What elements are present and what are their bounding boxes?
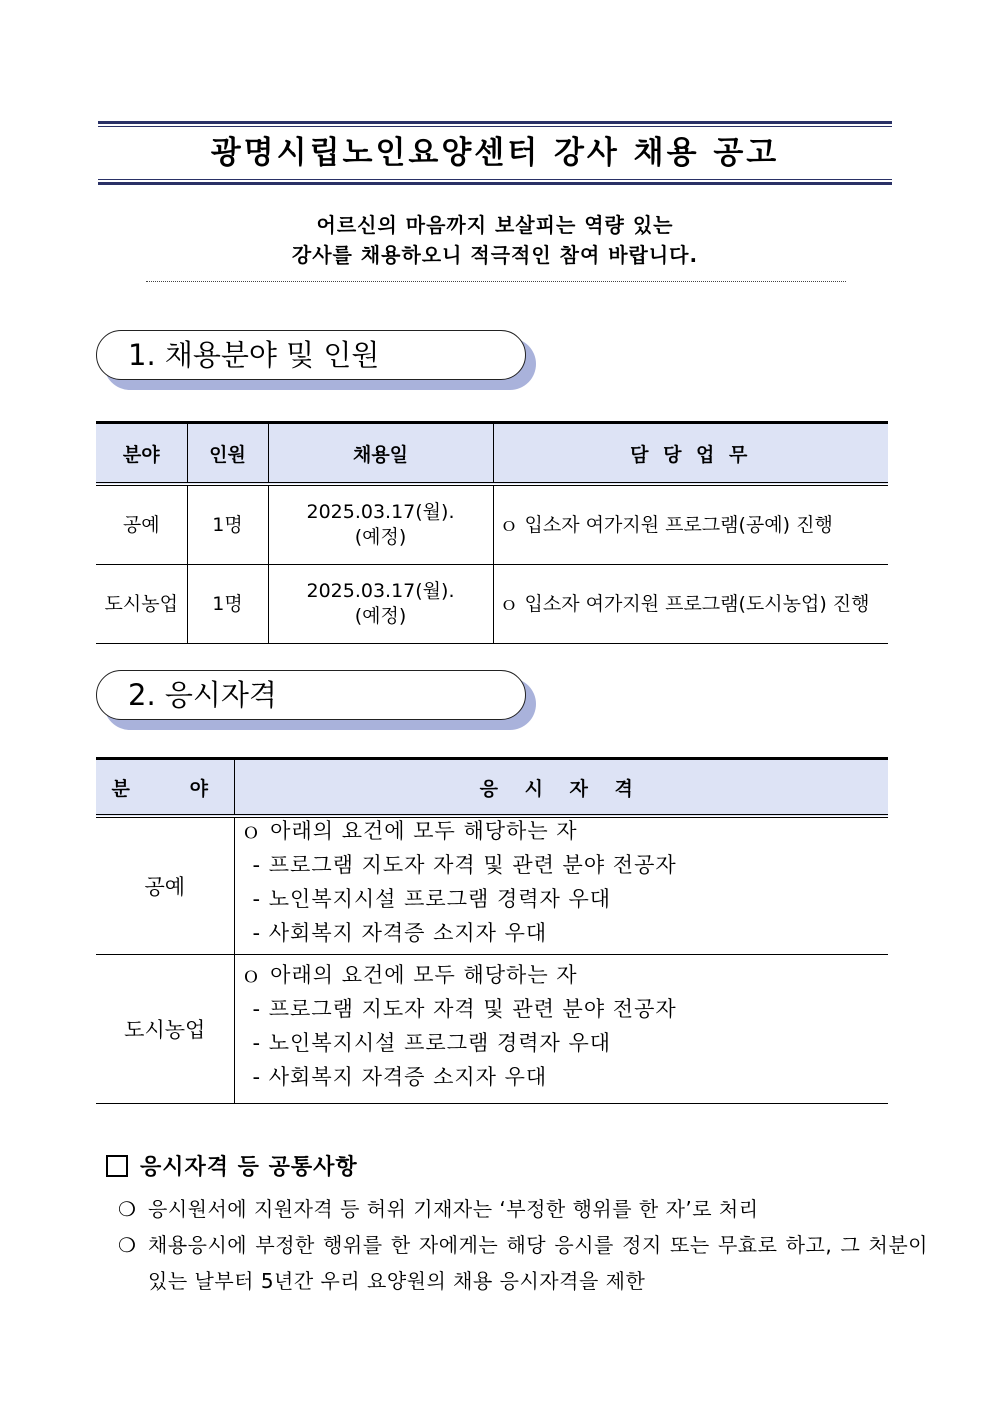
qualification-line: - 노인복지시설 프로그램 경력자 우대: [252, 887, 612, 911]
field-cell: 도시농업: [96, 955, 234, 1104]
intro-line-2: 강사를 채용하오니 적극적인 참여 바랍니다.: [291, 243, 699, 267]
title-rule: [98, 179, 892, 180]
count-cell: 1명: [187, 565, 268, 644]
date-note: (예정): [354, 605, 407, 627]
page-title: 광명시립노인요양센터 강사 채용 공고: [210, 135, 780, 171]
col-header: 응 시 자 격: [234, 759, 888, 817]
qualification-line: - 사회복지 자격증 소지자 우대: [252, 921, 548, 945]
qualification-table: [96, 757, 888, 1104]
field-cell: 공예: [96, 484, 187, 565]
section2-heading-box: [96, 670, 528, 722]
task-cell: ｏ 입소자 여가지원 프로그램(공예) 진행: [493, 484, 888, 565]
circle-bullet-icon: ❍: [118, 1197, 137, 1221]
section1-heading: 1. 채용분야 및 인원: [128, 338, 380, 372]
circle-bullet-icon: ❍: [118, 1233, 137, 1257]
qualification-line: ｏ 아래의 요건에 모두 해당하는 자: [240, 963, 578, 987]
common-item: [118, 1191, 898, 1227]
common-item: [118, 1227, 928, 1299]
section1-heading-box: [96, 330, 528, 382]
common-item-text: 채용응시에 부정한 행위를 한 자에게는 해당 응시를 정지 또는 무효로 하고, 그 처분이 있는 날부터 5년간 우리 요양원의 채용 응시자격을 제한: [148, 1233, 928, 1293]
col-header: 분 야: [96, 759, 234, 817]
col-header: 채용일: [268, 423, 493, 485]
table-row: [96, 955, 888, 1104]
table-row: [96, 565, 888, 644]
checkbox-icon: [106, 1155, 128, 1177]
recruitment-table: [96, 421, 888, 644]
date-cell: [268, 484, 493, 565]
qualification-cell: [234, 816, 888, 955]
qualification-line: - 프로그램 지도자 자격 및 관련 분야 전공자: [252, 853, 677, 877]
common-heading-row: [106, 1150, 358, 1181]
date-note: (예정): [354, 526, 407, 548]
date-cell: [268, 565, 493, 644]
qualification-line: ｏ 아래의 요건에 모두 해당하는 자: [240, 819, 578, 843]
field-cell: 공예: [96, 816, 234, 955]
field-cell: 도시농업: [96, 565, 187, 644]
common-item-text: 응시원서에 지원자격 등 허위 기재자는 ‘부정한 행위를 한 자’로 처리: [148, 1197, 759, 1221]
title-rule: [98, 121, 892, 124]
intro-line-1: 어르신의 마음까지 보살피는 역량 있는: [316, 213, 674, 237]
table-row: [96, 816, 888, 955]
table-row: [96, 484, 888, 565]
common-heading: 응시자격 등 공통사항: [140, 1155, 358, 1180]
qualification-cell: [234, 955, 888, 1104]
qualification-line: - 노인복지시설 프로그램 경력자 우대: [252, 1031, 612, 1055]
col-header: 인원: [187, 423, 268, 485]
task-cell: ｏ 입소자 여가지원 프로그램(도시농업) 진행: [493, 565, 888, 644]
section2-heading: 2. 응시자격: [128, 678, 277, 712]
qualification-line: - 프로그램 지도자 자격 및 관련 분야 전공자: [252, 997, 677, 1021]
date-value: 2025.03.17(월).: [306, 580, 455, 602]
title-rule: [98, 126, 892, 127]
col-header: 담 당 업 무: [493, 423, 888, 485]
date-value: 2025.03.17(월).: [306, 501, 455, 523]
title-box: [98, 121, 892, 185]
qualification-line: - 사회복지 자격증 소지자 우대: [252, 1065, 548, 1089]
col-header: 분야: [96, 423, 187, 485]
title-rule: [98, 182, 892, 185]
count-cell: 1명: [187, 484, 268, 565]
dotted-divider: [146, 281, 846, 282]
